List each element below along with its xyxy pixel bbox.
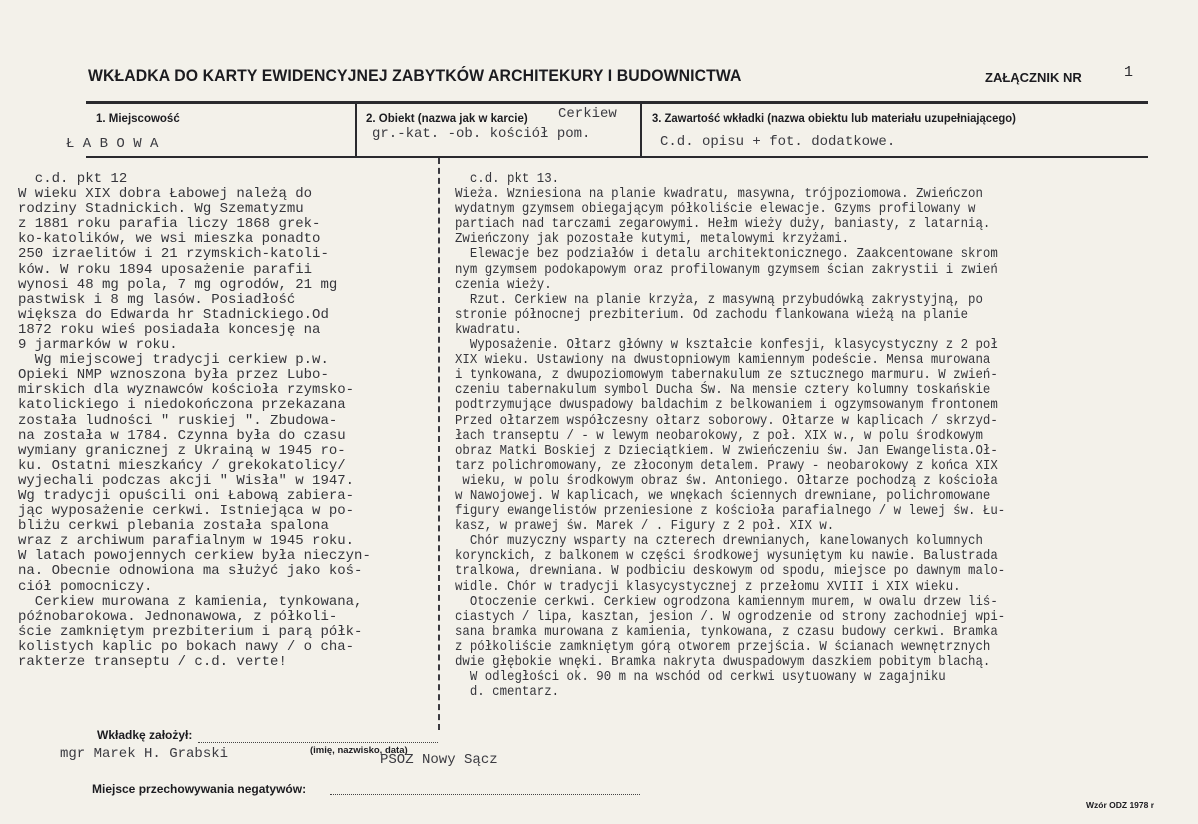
object-label: 2. Obiekt (nazwa jak w karcie) — [366, 113, 528, 125]
text-line: ciastych / lipa, kasztan, jesion /. W ogrodzenie od strony zachodniej wpi- — [455, 608, 1006, 625]
prepared-by-value: mgr Marek H. Grabski — [60, 746, 229, 762]
text-line: W latach powojennych cerkiew była nieczyn- — [18, 548, 371, 565]
text-line: wyjechali podczas akcji " Wisła" w 1947. — [18, 472, 355, 489]
text-line: Wyposażenie. Ołtarz główny w kształcie konfesji, klasycystyczny z 2 poł — [455, 337, 998, 354]
text-line: Opieki NMP wznoszona była przez Lubo- — [18, 367, 329, 384]
institution: PSOZ Nowy Sącz — [380, 752, 498, 768]
text-line: c.d. pkt 13. — [455, 171, 560, 187]
text-line: wydatnym gzymsem obiegającym półkoliście elewacje. Gzyms profilowany w — [455, 201, 976, 218]
text-line: wymiany granicznej z Ukrainą w 1945 ro- — [18, 442, 346, 459]
text-line: na została w 1784. Czynna była do czasu — [18, 427, 346, 444]
text-line: późnobarokowa. Jednonawowa, z półkoli- — [18, 608, 338, 625]
text-line: wieku, w polu środkowym obraz św. Antoniego. Ołtarze pochodzą z kościoła — [455, 472, 998, 489]
text-line: tralkowa, drewniana. W podbiciu deskowym od spodu, miejsce po dawnym malo- — [455, 563, 1006, 580]
text-line: tarz polichromowany, ze złoconym detalem. Prawy - neobarokowy z końca XIX — [455, 457, 998, 474]
text-line: d. cmentarz. — [455, 684, 560, 701]
negatives-line — [330, 794, 640, 795]
locality-value: Ł A B O W A — [66, 136, 159, 152]
field-divider-2 — [640, 103, 642, 157]
text-line: czenia wieży. — [455, 276, 552, 293]
object-value-line1: Cerkiew — [558, 106, 617, 122]
text-line: 250 izraelitów i 21 rzymskich-katoli- — [18, 246, 329, 263]
text-line: wynosi 48 mg pola, 7 mg ogrodów, 21 mg — [18, 276, 338, 293]
text-line: ku. Ostatni mieszkańcy / grekokatolicy/ — [18, 457, 346, 474]
text-line: Cerkiew murowana z kamienia, tynkowana, — [18, 593, 363, 610]
text-line: stronie północnej prezbiterium. Od zachodu flankowana wieżą na planie — [455, 306, 969, 323]
text-line: widle. Chór w tradycji klasycystycznej z przełomu XVIII i XIX wieku. — [455, 578, 961, 595]
text-line: W odległości ok. 90 m na wschód od cerkwi usytuowany w zagajniku — [455, 669, 946, 686]
annex-label: ZAŁĄCZNIK NR — [985, 70, 1082, 85]
contents-label: 3. Zawartość wkładki (nazwa obiektu lub materiału uzupełniającego) — [652, 113, 1016, 125]
text-line: z półkoliście zamkniętym górą otworem przejścia. W ścianach wewnętrznych — [455, 638, 991, 655]
text-line: katolickiego i niedokończona przekazana — [18, 397, 346, 414]
text-line: dwie głębokie wnęki. Bramka nakryta dwuspadowym daszkiem pobitym blachą. — [455, 654, 991, 670]
text-line: Wg tradycji opuścili oni Łabową zabiera- — [18, 487, 355, 504]
text-line: nym gzymsem podokapowym oraz profilowanym gzymsem ścian zakrystii i zwień — [455, 261, 998, 278]
prepared-by-label: Wkładkę założył: — [97, 728, 193, 742]
text-line: W wieku XIX dobra Łabowej należą do — [18, 186, 313, 203]
form-title: WKŁADKA DO KARTY EWIDENCYJNEJ ZABYTKÓW ARCHITEKURY I BUDOWNICTWA — [88, 66, 742, 85]
text-line: 9 jarmarków w roku. — [18, 337, 178, 354]
text-line: sana bramka murowana z kamienia, tynkowana, z czasu budowy cerkwi. Bramka — [455, 623, 998, 640]
text-line: kwadratu. — [455, 321, 522, 338]
text-line: mirskich dla wyznawców kościoła rzymsko- — [18, 382, 355, 399]
name-hint: (imię, nazwisko, data) — [310, 745, 408, 756]
locality-label: 1. Miejscowość — [96, 113, 180, 125]
text-line: XIX wieku. Ustawiony na dwustopniowym kamiennym podeście. Mensa murowana — [455, 352, 991, 369]
text-line: ków. W roku 1894 uposażenie parafii — [18, 261, 313, 278]
header-top-rule — [86, 101, 1148, 104]
text-line: kasz, w prawej św. Marek / . Figury z 2 poł. XIX w. — [455, 518, 835, 535]
text-line: podtrzymujące dwuspadowy baldachim z belkowaniem i ogzymsowanym frontonem — [455, 397, 998, 414]
text-line: rodziny Stadnickich. Wg Szematyzmu — [18, 201, 304, 218]
field-divider-1 — [355, 103, 357, 157]
text-line: większa do Edwarda hr Stadnickiego.Od — [18, 306, 329, 323]
right-text-column — [455, 172, 1005, 700]
negatives-label: Miejsce przechowywania negatywów: — [92, 782, 307, 796]
text-line: w Nawojowej. W kaplicach, we wnękach ściennych drewniane, polichromowane — [455, 487, 991, 504]
text-line: na. Obecnie odnowiona ma służyć jako koś- — [18, 563, 363, 580]
annex-number: 1 — [1124, 64, 1134, 81]
text-line: Elewacje bez podziałów i detalu architektonicznego. Zaakcentowane skrom — [455, 246, 998, 263]
text-line: ście zamkniętym prezbiterium i parą półk- — [18, 623, 363, 640]
header-bottom-rule — [86, 156, 1148, 158]
text-line: ciół pomocniczy. — [18, 578, 153, 595]
text-line: z 1881 roku parafia liczy 1868 grek- — [18, 216, 321, 233]
text-line: Otoczenie cerkwi. Cerkiew ogrodzona kamiennym murem, w owalu drzew liś- — [455, 593, 998, 610]
text-line: i tynkowana, z dwupoziomowym tabernakulum ze sztucznego marmuru. W zwień- — [455, 367, 998, 384]
text-line: wraz z archiwum parafialnym w 1945 roku. — [18, 533, 355, 550]
text-line: figury ewangelistów przeniesione z kościoła parafialnego / w lewej św. Łu- — [455, 503, 1006, 520]
prepared-by-line — [198, 742, 438, 743]
object-value-line2: gr.-kat. -ob. kościół pom. — [372, 126, 591, 142]
contents-value: C.d. opisu + fot. dodatkowe. — [660, 134, 896, 150]
text-line: 1872 roku wieś posiadała koncesję na — [18, 321, 321, 338]
text-line: ko-katolików, we wsi mieszka ponadto — [18, 231, 321, 248]
form-code: Wzór ODZ 1978 r — [1086, 800, 1155, 810]
text-line: obraz Matki Boskiej z Dzieciątkiem. W zwieńczeniu św. Jan Ewangelista.Oł- — [455, 442, 998, 459]
column-divider — [438, 158, 440, 730]
text-line: Wieża. Wzniesiona na planie kwadratu, masywna, trójpoziomowa. Zwieńczon — [455, 186, 983, 203]
text-line: korynckich, z balkonem w części środkowej wysuniętym ku nawie. Balustrada — [455, 548, 998, 565]
text-line: Chór muzyczny wsparty na czterech drewnianych, kanelowanych kolumnych — [455, 533, 983, 550]
text-line: Przed ołtarzem współczesny ołtarz soborowy. Ołtarze w kaplicach / skrzyd- — [455, 412, 998, 429]
text-line: została ludności " ruskiej ". Zbudowa- — [18, 412, 338, 429]
text-line: Rzut. Cerkiew na planie krzyża, z masywną przybudówką zakrystyjną, po — [455, 291, 983, 308]
text-line: bliżu cerkwi plebania została spalona — [18, 518, 329, 535]
text-line: łach transeptu / - w lewym neobarokowy, z poł. XIX w., w polu środkowym — [455, 427, 983, 444]
text-line: kolistych kaplic po bokach nawy / o cha- — [18, 638, 355, 655]
left-text-column — [18, 172, 371, 670]
text-line: rakterze transeptu / c.d. verte! — [18, 654, 287, 670]
text-line: jąc wyposażenie cerkwi. Istniejąca w po- — [18, 503, 355, 520]
text-line: Wg miejscowej tradycji cerkiew p.w. — [18, 352, 329, 369]
text-line: pastwisk i 8 mg lasów. Posiadłość — [18, 291, 296, 308]
text-line: Zwieńczony jak pozostałe kutymi, metalowymi krzyżami. — [455, 231, 850, 248]
text-line: c.d. pkt 12 — [18, 171, 128, 187]
text-line: czeniu tabernakulum symbol Ducha Św. Na mensie cztery kolumny toskańskie — [455, 382, 991, 399]
text-line: partiach nad tarczami zegarowymi. Hełm wieży duży, baniasty, z latarnią. — [455, 216, 991, 233]
